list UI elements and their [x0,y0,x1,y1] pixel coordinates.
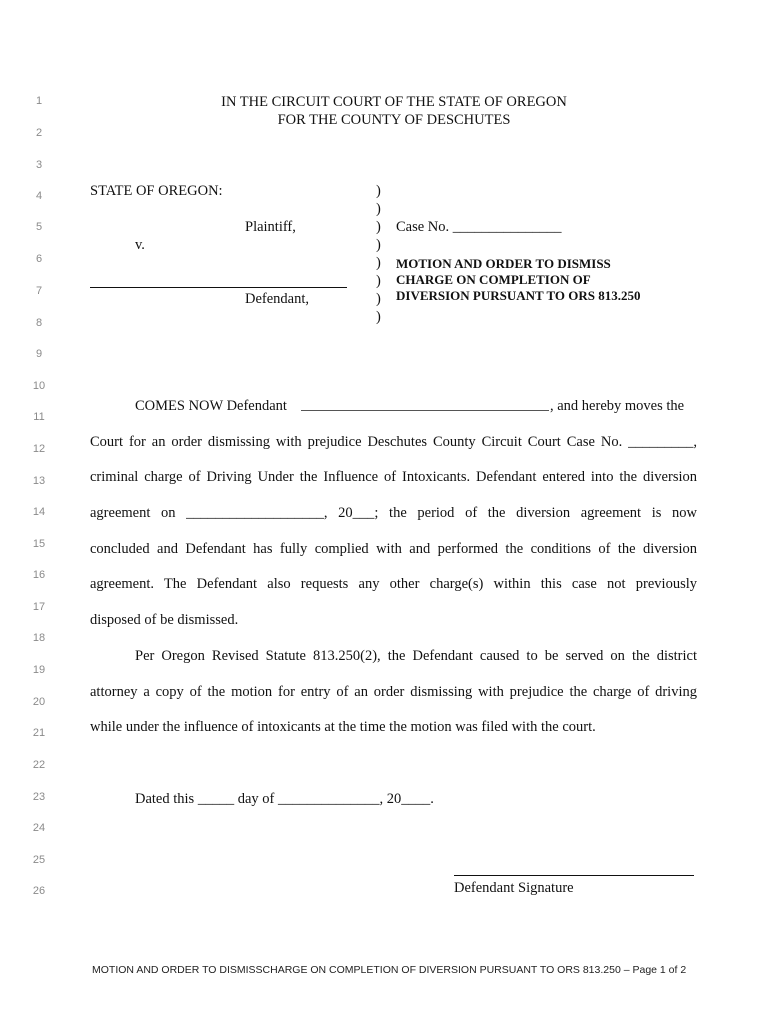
page-footer: MOTION AND ORDER TO DISMISSCHARGE ON COMPLETION OF DIVERSION PURSUANT TO ORS 813.250 – Page 1 of 2 [92,964,687,976]
caption-paren: ) [376,309,381,325]
defendant-name-line [90,287,347,288]
line-number: 14 [32,506,46,518]
line-number: 23 [32,791,46,803]
line-number: 24 [32,822,46,834]
line-number: 10 [32,380,46,392]
caption-paren: ) [376,237,381,253]
line-number: 2 [35,127,43,139]
line-number: 17 [32,601,46,613]
dated-line: Dated this _____ day of ______________, 20____. [135,791,434,807]
line-number: 12 [32,443,46,455]
versus-label: v. [135,237,145,253]
body-line: Court for an order dismissing with prejudice Deschutes County Circuit Court Case No. _________, [90,434,697,450]
plaintiff-label: Plaintiff, [245,219,296,235]
document-title-line1: MOTION AND ORDER TO DISMISS [396,256,611,271]
moves-text: , and hereby moves the [550,398,685,414]
state-of-oregon-label: STATE OF OREGON: [90,183,223,199]
caption-paren: ) [376,255,381,271]
body-line: attorney a copy of the motion for entry of an order dismissing with prejudice the charge of driving [90,684,697,700]
line-number: 13 [32,475,46,487]
line-number: 11 [33,411,45,423]
line-number: 16 [32,569,46,581]
body-line: agreement on ___________________, 20___; the period of the diversion agreement is now [90,505,697,521]
defendant-name-blank [301,398,549,411]
court-heading-line1: IN THE CIRCUIT COURT OF THE STATE OF OREGON [221,94,567,110]
line-number: 8 [35,317,43,329]
comes-now-text: COMES NOW Defendant [135,398,287,414]
line-number: 7 [35,285,43,297]
caption-paren: ) [376,183,381,199]
caption-paren: ) [376,219,381,235]
caption-paren: ) [376,273,381,289]
body-line: while under the influence of intoxicants at the time the motion was filed with the court. [90,719,596,735]
line-number: 1 [35,95,43,107]
signature-label: Defendant Signature [454,880,574,896]
body-line: criminal charge of Driving Under the Influence of Intoxicants. Defendant entered into the diversion [90,469,697,485]
caption-paren: ) [376,201,381,217]
line-number: 21 [32,727,46,739]
line-number: 25 [32,854,46,866]
line-number: 6 [35,253,43,265]
case-number-field: Case No. _______________ [396,219,562,235]
line-number: 3 [35,159,43,171]
body-line: concluded and Defendant has fully complied with and performed the conditions of the diversion [90,541,697,557]
line-number: 19 [32,664,46,676]
line-number: 18 [32,632,46,644]
line-number: 5 [35,221,43,233]
body-line: disposed of be dismissed. [90,612,239,628]
line-number: 9 [35,348,43,360]
line-number: 15 [32,538,46,550]
line-number: 22 [32,759,46,771]
line-number: 26 [32,885,46,897]
document-title-line2: CHARGE ON COMPLETION OF [396,272,591,287]
body-line: Per Oregon Revised Statute 813.250(2), the Defendant caused to be served on the district [135,648,697,664]
signature-line [454,875,694,876]
line-number: 4 [35,190,43,202]
body-line: agreement. The Defendant also requests any other charge(s) within this case not previously [90,576,697,592]
court-heading-line2: FOR THE COUNTY OF DESCHUTES [277,112,511,128]
line-number: 20 [32,696,46,708]
document-title-line3: DIVERSION PURSUANT TO ORS 813.250 [396,288,641,303]
defendant-label: Defendant, [245,291,310,307]
caption-paren: ) [376,291,381,307]
